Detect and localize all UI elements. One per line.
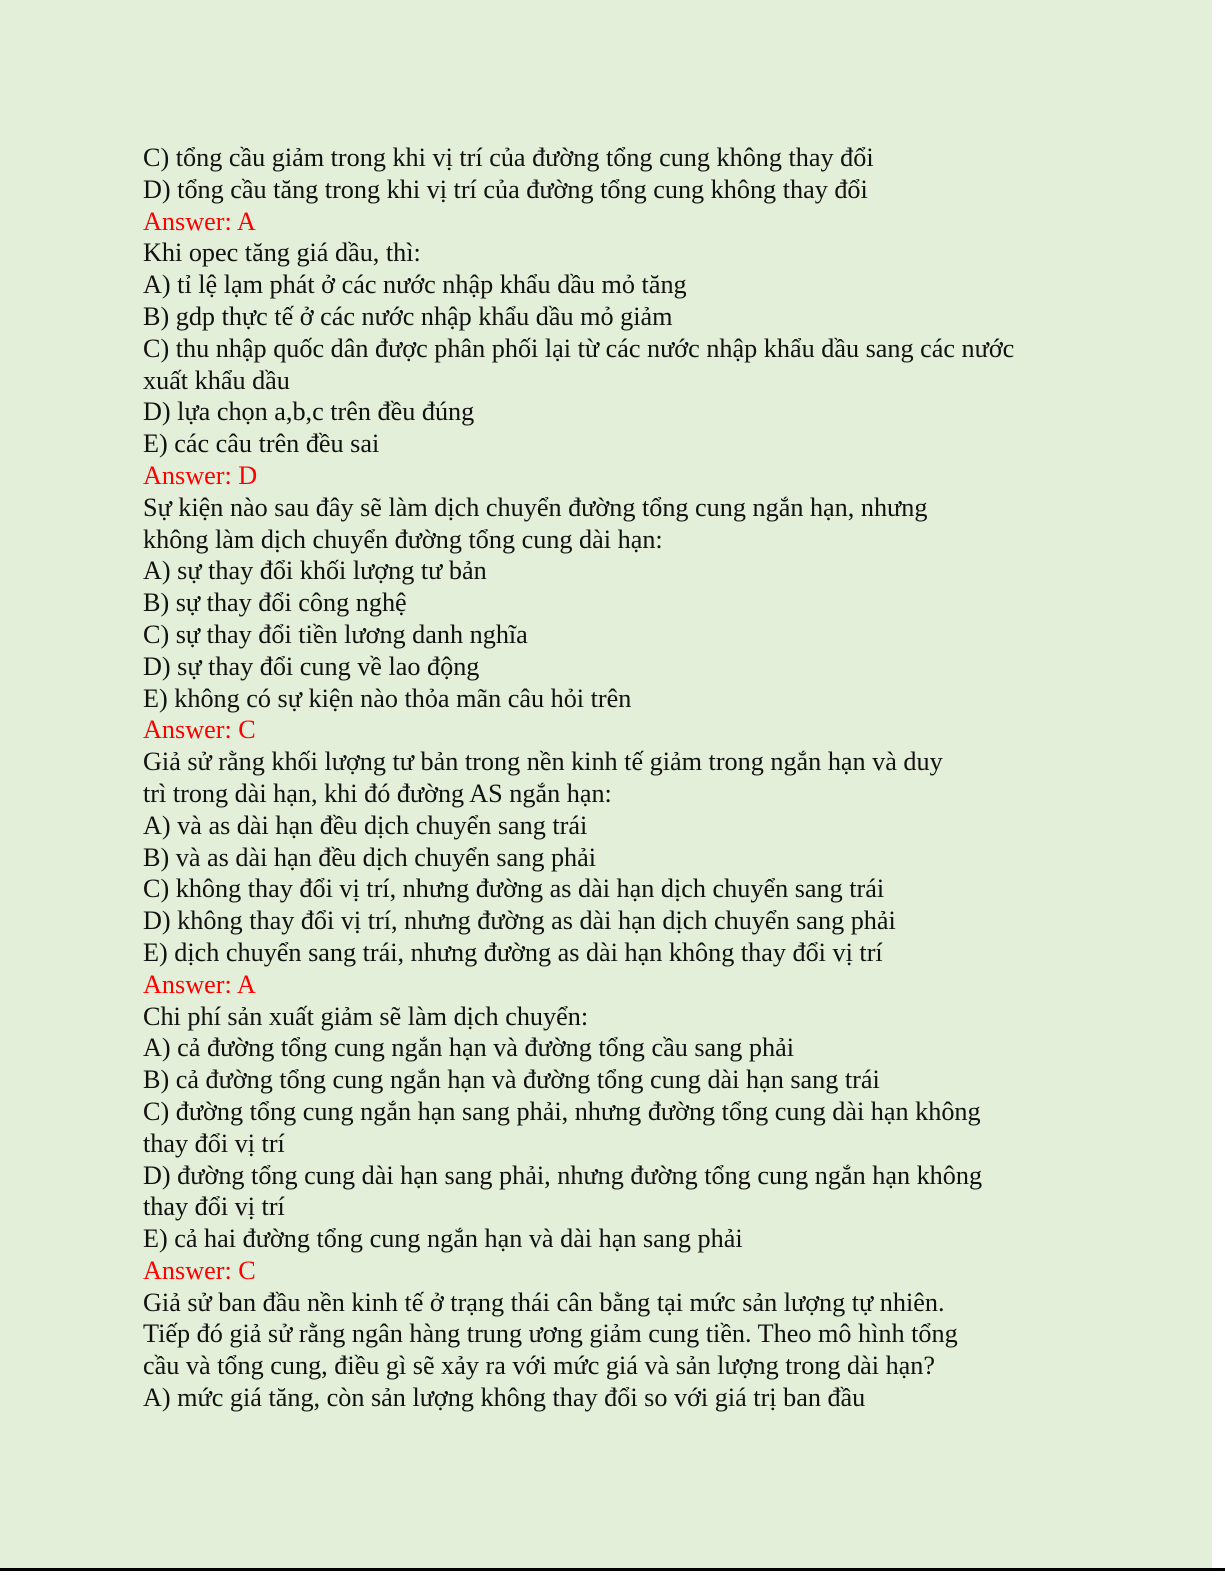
option-line: A) tỉ lệ lạm phát ở các nước nhập khẩu dầu mỏ tăng xyxy=(143,270,687,300)
option-line: B) cả đường tổng cung ngắn hạn và đường tổng cung dài hạn sang trái xyxy=(143,1065,880,1095)
option-line: B) gdp thực tế ở các nước nhập khẩu dầu mỏ giảm xyxy=(143,301,673,331)
option-line: C) sự thay đổi tiền lương danh nghĩa xyxy=(143,619,528,649)
question-line: Tiếp đó giả sử rằng ngân hàng trung ương giảm cung tiền. Theo mô hình tổng xyxy=(143,1319,958,1349)
question-line: không làm dịch chuyển đường tổng cung dài hạn: xyxy=(143,524,663,554)
question-line: Chi phí sản xuất giảm sẽ làm dịch chuyển: xyxy=(143,1001,589,1031)
answer-line: Answer: A xyxy=(143,206,256,236)
question-line: Sự kiện nào sau đây sẽ làm dịch chuyển đường tổng cung ngắn hạn, nhưng xyxy=(143,492,928,522)
answer-line: Answer: A xyxy=(143,969,256,999)
option-line: D) đường tổng cung dài hạn sang phải, nhưng đường tổng cung ngắn hạn không xyxy=(143,1160,983,1190)
option-line: A) sự thay đổi khối lượng tư bản xyxy=(143,556,487,586)
answer-line: Answer: D xyxy=(143,460,258,490)
answer-line: Answer: C xyxy=(143,1255,256,1285)
question-line: trì trong dài hạn, khi đó đường AS ngắn hạn: xyxy=(143,778,612,808)
option-line: C) thu nhập quốc dân được phân phối lại từ các nước nhập khẩu dầu sang các nước xyxy=(143,333,1015,363)
option-line: thay đổi vị trí xyxy=(143,1128,285,1158)
option-line: D) tổng cầu tăng trong khi vị trí của đường tổng cung không thay đổi xyxy=(143,174,868,204)
answer-line: Answer: C xyxy=(143,715,256,745)
option-line: B) sự thay đổi công nghệ xyxy=(143,588,407,618)
question-line: Khi opec tăng giá dầu, thì: xyxy=(143,238,421,268)
option-line: D) không thay đổi vị trí, nhưng đường as dài hạn dịch chuyển sang phải xyxy=(143,906,896,936)
option-line: xuất khẩu dầu xyxy=(143,365,290,395)
option-line: A) cả đường tổng cung ngắn hạn và đường tổng cầu sang phải xyxy=(143,1033,794,1063)
option-line: C) không thay đổi vị trí, nhưng đường as dài hạn dịch chuyển sang trái xyxy=(143,874,885,904)
option-line: D) lựa chọn a,b,c trên đều đúng xyxy=(143,397,475,427)
question-line: Giả sử rằng khối lượng tư bản trong nền kinh tế giảm trong ngắn hạn và duy xyxy=(143,747,943,777)
option-line: C) đường tổng cung ngắn hạn sang phải, nhưng đường tổng cung dài hạn không xyxy=(143,1096,981,1126)
question-line: Giả sử ban đầu nền kinh tế ở trạng thái cân bằng tại mức sản lượng tự nhiên. xyxy=(143,1287,945,1317)
option-line: B) và as dài hạn đều dịch chuyển sang phải xyxy=(143,842,597,872)
question-line: cầu và tổng cung, điều gì sẽ xảy ra với mức giá và sản lượng trong dài hạn? xyxy=(143,1351,936,1381)
page-bottom-edge xyxy=(0,1568,1225,1571)
option-line: thay đổi vị trí xyxy=(143,1192,285,1222)
option-line: C) tổng cầu giảm trong khi vị trí của đường tổng cung không thay đổi xyxy=(143,143,874,172)
page-content xyxy=(143,142,1083,1414)
option-line: E) không có sự kiện nào thỏa mãn câu hỏi trên xyxy=(143,683,632,713)
option-line: A) và as dài hạn đều dịch chuyển sang trái xyxy=(143,810,588,840)
option-line: A) mức giá tăng, còn sản lượng không thay đổi so với giá trị ban đầu xyxy=(143,1383,866,1413)
option-line: E) các câu trên đều sai xyxy=(143,429,380,459)
option-line: E) cả hai đường tổng cung ngắn hạn và dài hạn sang phải xyxy=(143,1224,743,1254)
option-line: D) sự thay đổi cung về lao động xyxy=(143,651,480,681)
option-line: E) dịch chuyển sang trái, nhưng đường as dài hạn không thay đổi vị trí xyxy=(143,937,883,967)
